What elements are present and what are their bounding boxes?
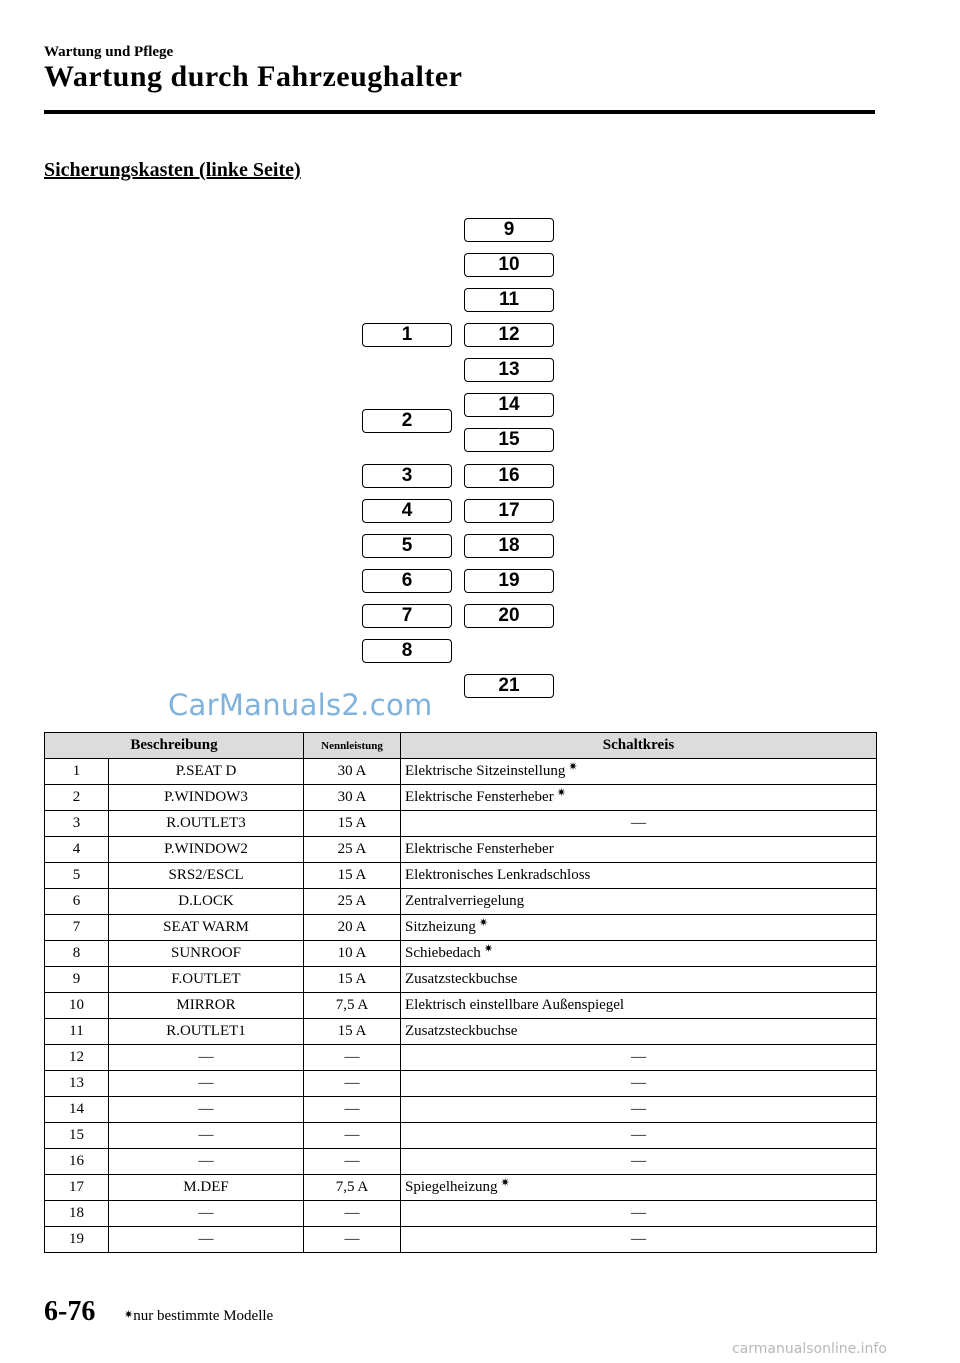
fuse-rating-cell-text: 15 A (337, 1023, 367, 1039)
fuse-number-cell (45, 785, 109, 811)
fuse-number-cell (45, 1019, 109, 1045)
fuse-slot: 12 (464, 323, 554, 347)
fuse-rating-cell-text: 25 A (337, 841, 367, 857)
table-header-row (45, 733, 877, 759)
section-label: Wartung und Pflege (44, 44, 174, 60)
fuse-rating-cell-text: 15 A (337, 971, 367, 987)
asterisk-icon: ✷ (483, 943, 494, 955)
fuse-number-cell-text: 11 (69, 1023, 84, 1039)
table-row (45, 1071, 877, 1097)
fuse-rating-cell (304, 785, 401, 811)
fuse-slot: 7 (362, 604, 452, 628)
fuse-description-cell-text: P.WINDOW2 (164, 841, 248, 857)
fuse-rating-cell (304, 993, 401, 1019)
fuse-rating-cell-text: — (344, 1153, 360, 1169)
fuse-description-cell (109, 993, 304, 1019)
fuse-circuit-cell-text: Sitzheizung (405, 919, 476, 935)
fuse-circuit-cell-text: Zentralverriegelung (405, 893, 525, 909)
fuse-circuit-cell-text: — (631, 1231, 646, 1247)
fuse-slot: 13 (464, 358, 554, 382)
fuse-rating-cell (304, 1045, 401, 1071)
table-row (45, 915, 877, 941)
fuse-number-cell-text: 1 (72, 763, 81, 779)
table-row (45, 811, 877, 837)
asterisk-icon: ✷ (556, 787, 566, 799)
watermark-logo: CarManuals2.com (168, 688, 433, 722)
fuse-number-cell-text: 10 (69, 997, 84, 1013)
fuse-number-cell-text: 16 (69, 1153, 84, 1169)
fuse-circuit-cell (401, 1227, 877, 1253)
fuse-rating-cell-text: 30 A (337, 789, 367, 805)
fuse-circuit-cell-text: Elektrische Fensterheber (405, 789, 554, 805)
fuse-circuit-cell-text: Zusatzsteckbuchse (405, 1023, 518, 1039)
fuse-rating-cell-text: — (344, 1205, 360, 1221)
fuse-slot: 15 (464, 428, 554, 452)
fuse-rating-cell-text: 7,5 A (335, 997, 369, 1013)
fuse-rating-cell (304, 1097, 401, 1123)
fuse-description-cell-text: SRS2/ESCL (168, 867, 244, 883)
fuse-slot: 6 (362, 569, 452, 593)
table-row (45, 837, 877, 863)
table-row (45, 1097, 877, 1123)
fuse-description-cell (109, 863, 304, 889)
fuse-description-cell-text: — (198, 1153, 214, 1169)
fuse-number-cell-text: 6 (72, 893, 81, 909)
fuse-rating-cell-text: 20 A (337, 919, 367, 935)
table-row (45, 941, 877, 967)
fuse-circuit-cell (401, 1123, 877, 1149)
fuse-slot: 5 (362, 534, 452, 558)
fuse-number-cell-text: 9 (72, 971, 81, 987)
fuse-circuit-cell-text: Spiegelheizung (405, 1179, 498, 1195)
table-row (45, 1123, 877, 1149)
fuse-description-cell (109, 1019, 304, 1045)
page-number: 6-76 (44, 1296, 96, 1327)
table-row (45, 993, 877, 1019)
fuse-circuit-cell (401, 915, 877, 941)
fuse-description-cell-text: MIRROR (176, 997, 236, 1013)
title-divider (44, 110, 875, 114)
fuse-description-cell (109, 811, 304, 837)
fuse-slot: 14 (464, 393, 554, 417)
site-watermark: carmanualsonline.info (732, 1341, 887, 1357)
fuse-number-cell (45, 1201, 109, 1227)
fuse-circuit-cell (401, 1175, 877, 1201)
fuse-description-cell (109, 1045, 304, 1071)
fuse-circuit-cell-text: Zusatzsteckbuchse (405, 971, 518, 987)
fuse-rating-cell (304, 967, 401, 993)
fuse-rating-cell (304, 1019, 401, 1045)
fuse-circuit-cell (401, 1149, 877, 1175)
fuse-circuit-cell (401, 1201, 877, 1227)
asterisk-icon: ✷ (500, 1177, 510, 1189)
fuse-number-cell-text: 4 (72, 841, 81, 857)
fuse-circuit-cell-text: Schiebedach (405, 945, 481, 961)
fuse-rating-cell (304, 1123, 401, 1149)
fuse-description-cell-text: R.OUTLET1 (166, 1023, 246, 1039)
fuse-description-cell-text: P.WINDOW3 (164, 789, 248, 805)
header-description: Beschreibung (45, 733, 304, 759)
fuse-number-cell (45, 915, 109, 941)
fuse-number-cell-text: 5 (72, 867, 81, 883)
fuse-description-cell-text: SEAT WARM (163, 919, 249, 935)
fuse-description-cell-text: F.OUTLET (171, 971, 241, 987)
asterisk-icon: ✷ (568, 761, 578, 773)
fuse-number-cell (45, 1149, 109, 1175)
fuse-rating-cell (304, 941, 401, 967)
table-row (45, 889, 877, 915)
fuse-circuit-cell-text: Elektronisches Lenkradschloss (405, 867, 591, 883)
fuse-rating-cell-text: 15 A (337, 815, 367, 831)
fuse-circuit-cell (401, 993, 877, 1019)
fuse-number-cell (45, 759, 109, 785)
fuse-number-cell-text: 17 (69, 1179, 84, 1195)
fuse-slot: 8 (362, 639, 452, 663)
fuse-description-cell (109, 759, 304, 785)
fuse-rating-cell (304, 837, 401, 863)
fuse-rating-cell-text: 10 A (337, 945, 367, 961)
fuse-number-cell (45, 837, 109, 863)
table-row (45, 1045, 877, 1071)
fuse-slot: 16 (464, 464, 554, 488)
fuse-number-cell (45, 1071, 109, 1097)
fuse-description-cell-text: — (198, 1075, 214, 1091)
fuse-description-cell-text: R.OUTLET3 (166, 815, 246, 831)
fuse-description-cell (109, 967, 304, 993)
fuse-slot: 19 (464, 569, 554, 593)
fuse-description-cell (109, 889, 304, 915)
header-circuit: Schaltkreis (401, 733, 877, 759)
fuse-number-cell-text: 18 (69, 1205, 84, 1221)
fuse-description-cell (109, 1071, 304, 1097)
fuse-description-cell-text: — (198, 1231, 214, 1247)
fuse-description-cell (109, 941, 304, 967)
fuse-circuit-cell-text: Elektrische Fensterheber (405, 841, 554, 857)
fuse-number-cell (45, 1175, 109, 1201)
fuse-circuit-cell-text: Elektrische Sitzeinstellung (405, 763, 566, 779)
fuse-slot: 3 (362, 464, 452, 488)
fuse-number-cell (45, 863, 109, 889)
fuse-description-cell (109, 1227, 304, 1253)
fuse-circuit-cell-text: — (631, 1127, 646, 1143)
table-row (45, 1149, 877, 1175)
fuse-description-cell-text: SUNROOF (170, 945, 242, 961)
fuse-rating-cell-text: — (344, 1231, 360, 1247)
table-row (45, 1227, 877, 1253)
asterisk-icon: ✷ (478, 917, 489, 929)
fuse-number-cell-text: 13 (69, 1075, 84, 1091)
fuse-number-cell (45, 1227, 109, 1253)
fuse-rating-cell-text: 15 A (337, 867, 367, 883)
fuse-number-cell (45, 993, 109, 1019)
fuse-slot: 18 (464, 534, 554, 558)
fuse-description-cell (109, 785, 304, 811)
fuse-number-cell (45, 1045, 109, 1071)
fuse-circuit-cell-text: — (631, 1075, 646, 1091)
fuse-box-heading: Sicherungskasten (linke Seite) (44, 159, 301, 181)
header-rating: Nennleistung (304, 733, 401, 759)
fuse-rating-cell-text: — (344, 1127, 360, 1143)
fuse-rating-cell (304, 811, 401, 837)
table-row (45, 1019, 877, 1045)
fuse-slot: 4 (362, 499, 452, 523)
page-title: Wartung durch Fahrzeughalter (44, 60, 463, 93)
fuse-circuit-cell-text: — (631, 1101, 646, 1117)
fuse-circuit-cell (401, 759, 877, 785)
fuse-number-cell-text: 14 (69, 1101, 84, 1117)
fuse-description-cell-text: — (198, 1101, 214, 1117)
fuse-rating-cell-text: 30 A (337, 763, 367, 779)
footnote (124, 1308, 273, 1325)
fuse-rating-cell (304, 1071, 401, 1097)
fuse-circuit-cell (401, 889, 877, 915)
fuse-description-cell-text: M.DEF (183, 1179, 229, 1195)
fuse-table (44, 732, 877, 1253)
footnote-text: nur bestimmte Modelle (133, 1308, 274, 1324)
fuse-description-cell (109, 915, 304, 941)
fuse-description-cell-text: — (198, 1049, 214, 1065)
fuse-slot: 21 (464, 674, 554, 698)
table-row (45, 1175, 877, 1201)
fuse-rating-cell-text: — (344, 1049, 360, 1065)
fuse-slot: 10 (464, 253, 554, 277)
fuse-circuit-cell-text: — (631, 815, 646, 831)
fuse-circuit-cell (401, 1071, 877, 1097)
fuse-description-cell (109, 1175, 304, 1201)
fuse-slot: 11 (464, 288, 554, 312)
fuse-rating-cell-text: 7,5 A (335, 1179, 369, 1195)
fuse-slot: 2 (362, 409, 452, 433)
fuse-description-cell (109, 1201, 304, 1227)
fuse-rating-cell (304, 759, 401, 785)
fuse-rating-cell (304, 1201, 401, 1227)
fuse-rating-cell (304, 915, 401, 941)
fuse-number-cell (45, 1097, 109, 1123)
fuse-circuit-cell (401, 967, 877, 993)
fuse-circuit-cell (401, 1097, 877, 1123)
fuse-circuit-cell-text: Elektrisch einstellbare Außenspiegel (405, 997, 625, 1013)
table-row (45, 863, 877, 889)
fuse-circuit-cell (401, 941, 877, 967)
fuse-circuit-cell (401, 1019, 877, 1045)
fuse-number-cell (45, 811, 109, 837)
fuse-description-cell-text: — (198, 1205, 214, 1221)
fuse-rating-cell (304, 1149, 401, 1175)
fuse-circuit-cell (401, 785, 877, 811)
fuse-description-cell-text: — (198, 1127, 214, 1143)
fuse-description-cell (109, 1149, 304, 1175)
fuse-rating-cell (304, 889, 401, 915)
fuse-number-cell (45, 1123, 109, 1149)
fuse-description-cell-text: P.SEAT D (175, 763, 237, 779)
fuse-description-cell (109, 1097, 304, 1123)
fuse-circuit-cell-text: — (631, 1153, 646, 1169)
fuse-circuit-cell-text: — (631, 1049, 646, 1065)
fuse-circuit-cell (401, 1045, 877, 1071)
fuse-circuit-cell (401, 863, 877, 889)
fuse-rating-cell (304, 863, 401, 889)
fuse-number-cell (45, 889, 109, 915)
fuse-number-cell-text: 15 (69, 1127, 84, 1143)
footnote-star-icon: ✷ (124, 1309, 134, 1321)
fuse-number-cell-text: 8 (72, 945, 81, 961)
fuse-slot: 17 (464, 499, 554, 523)
table-row (45, 759, 877, 785)
fuse-description-cell (109, 837, 304, 863)
fuse-description-cell (109, 1123, 304, 1149)
fuse-description-cell-text: D.LOCK (178, 893, 234, 909)
fuse-number-cell-text: 3 (72, 815, 81, 831)
fuse-slot: 20 (464, 604, 554, 628)
fuse-number-cell (45, 941, 109, 967)
fuse-rating-cell-text: — (344, 1101, 360, 1117)
fuse-number-cell-text: 2 (72, 789, 81, 805)
fuse-rating-cell (304, 1175, 401, 1201)
fuse-rating-cell (304, 1227, 401, 1253)
fuse-slot: 9 (464, 218, 554, 242)
fuse-circuit-cell-text: — (631, 1205, 646, 1221)
fuse-number-cell-text: 12 (69, 1049, 84, 1065)
table-row (45, 1201, 877, 1227)
fuse-slot: 1 (362, 323, 452, 347)
fuse-number-cell-text: 7 (72, 919, 81, 935)
fuse-rating-cell-text: — (344, 1075, 360, 1091)
fuse-number-cell (45, 967, 109, 993)
fuse-rating-cell-text: 25 A (337, 893, 367, 909)
table-row (45, 785, 877, 811)
fuse-circuit-cell (401, 811, 877, 837)
fuse-number-cell-text: 19 (69, 1231, 84, 1247)
table-row (45, 967, 877, 993)
fuse-circuit-cell (401, 837, 877, 863)
